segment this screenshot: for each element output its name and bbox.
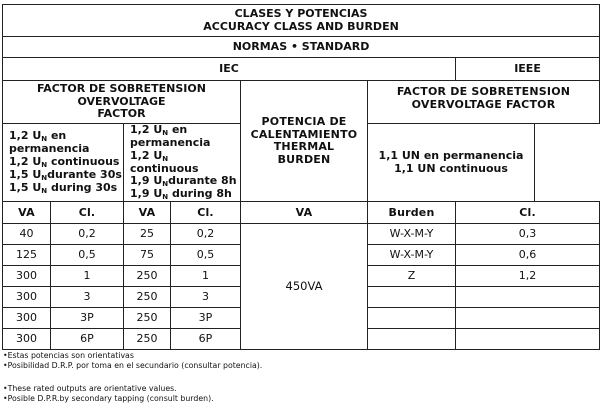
va-b-cell: 250: [124, 308, 171, 329]
cl-ieee-cell: [456, 329, 600, 350]
table-row: [3, 224, 600, 245]
cond-a-line-2: 1,2 $U_N$ continuous: [9, 155, 120, 169]
cond-a-line-4: 1,5 $U_N$ during 30s: [9, 181, 118, 196]
burden-cell: [368, 287, 456, 308]
standards-row: NORMAS • STANDARD: [3, 37, 600, 58]
ieee-factor-line-1: FACTOR DE SOBRETENSION: [396, 85, 571, 98]
thermal-line-2: CALENTAMIENTO: [250, 127, 358, 141]
ieee-cond-line-1: 1,1 UN en permanencia: [378, 149, 524, 163]
cl-b-cell: 6P: [171, 329, 241, 350]
cl-b-cell: 3: [171, 287, 241, 308]
va-a-cell: 300: [3, 308, 51, 329]
col-header-va-a: VA: [3, 202, 51, 224]
cl-b-cell: 0,5: [171, 245, 241, 266]
cl-b-cell: 3P: [171, 308, 241, 329]
iec-factor-line-2: FACTOR: [97, 107, 146, 121]
iec-label: IEC: [3, 58, 456, 81]
cond-b-line-4: 1,9 $U_N$ during 8h: [130, 187, 232, 202]
cond-b-line-2: 1,2 $U_N$ continuous: [130, 148, 199, 175]
col-header-burden: Burden: [368, 202, 456, 224]
ieee-cond-line-2: 1,1 UN continuous: [394, 161, 508, 175]
cl-a-cell: 3: [51, 287, 124, 308]
va-b-cell: 250: [124, 266, 171, 287]
thermal-line-1: POTENCIA DE: [261, 114, 347, 128]
burden-cell: [368, 329, 456, 350]
burden-cell: W-X-M-Y: [368, 245, 456, 266]
thermal-burden-value: 450VA: [241, 224, 368, 350]
va-b-cell: 250: [124, 287, 171, 308]
iec-overvoltage-factor-header: [3, 81, 241, 124]
note-en-1: •These rated outputs are orientative values.: [3, 384, 177, 393]
cl-a-cell: 0,5: [51, 245, 124, 266]
ieee-conditions: [368, 124, 535, 202]
cl-ieee-cell: 1,2: [456, 266, 600, 287]
title-line-2: ACCURACY CLASS AND BURDEN: [203, 19, 399, 33]
cl-a-cell: 6P: [51, 329, 124, 350]
cl-b-cell: 1: [171, 266, 241, 287]
iec-factor-line-1: FACTOR DE SOBRETENSION OVERVOLTAGE: [37, 82, 206, 108]
cond-b-line-1: 1,2 $U_N$ en permanencia: [130, 123, 211, 150]
cond-a-line-3: 1,5 $U_Ndurante$ 30s: [9, 168, 122, 183]
note-es-2: •Posibilidad D.R.P. por toma en el secundario (consultar potencia).: [3, 361, 263, 370]
title-line-1: CLASES Y POTENCIAS: [234, 6, 368, 20]
notes-english: [3, 384, 214, 404]
cond-b-line-3: 1,9 $U_Ndurante$ 8h: [130, 174, 237, 189]
burden-cell: W-X-M-Y: [368, 224, 456, 245]
cl-ieee-cell: [456, 287, 600, 308]
col-header-cl-b: Cl.: [171, 202, 241, 224]
cl-b-cell: 0,2: [171, 224, 241, 245]
ieee-factor-line-2: OVERVOLTAGE FACTOR: [411, 97, 556, 111]
col-header-cl-ieee: Cl.: [456, 202, 600, 224]
note-en-2: •Posible D.P.R.by secondary tapping (consult burden).: [3, 394, 214, 403]
notes-spanish: [3, 351, 262, 371]
cond-a-line-1: 1,2 $U_N$ en permanencia: [9, 129, 90, 156]
burden-cell: [368, 308, 456, 329]
iec-conditions-a: [3, 124, 124, 202]
cl-a-cell: 0,2: [51, 224, 124, 245]
ieee-label: IEEE: [456, 58, 600, 81]
va-a-cell: 125: [3, 245, 51, 266]
cl-ieee-cell: 0,3: [456, 224, 600, 245]
thermal-burden-header: [241, 81, 368, 202]
va-b-cell: 25: [124, 224, 171, 245]
col-header-va-thermal: VA: [241, 202, 368, 224]
note-es-1: •Estas potencias son orientativas: [3, 351, 134, 360]
va-a-cell: 300: [3, 287, 51, 308]
thermal-line-3: THERMAL: [273, 140, 335, 154]
burden-cell: Z: [368, 266, 456, 287]
thermal-line-4: BURDEN: [277, 152, 331, 166]
iec-conditions-b: [124, 124, 241, 202]
va-a-cell: 300: [3, 266, 51, 287]
cl-a-cell: 3P: [51, 308, 124, 329]
cl-a-cell: 1: [51, 266, 124, 287]
va-b-cell: 250: [124, 329, 171, 350]
table-title: [3, 5, 600, 37]
accuracy-class-table: [2, 4, 600, 350]
va-a-cell: 300: [3, 329, 51, 350]
va-b-cell: 75: [124, 245, 171, 266]
col-header-va-b: VA: [124, 202, 171, 224]
ieee-overvoltage-factor-header: [368, 81, 600, 124]
va-a-cell: 40: [3, 224, 51, 245]
cl-ieee-cell: [456, 308, 600, 329]
col-header-cl-a: Cl.: [51, 202, 124, 224]
cl-ieee-cell: 0,6: [456, 245, 600, 266]
